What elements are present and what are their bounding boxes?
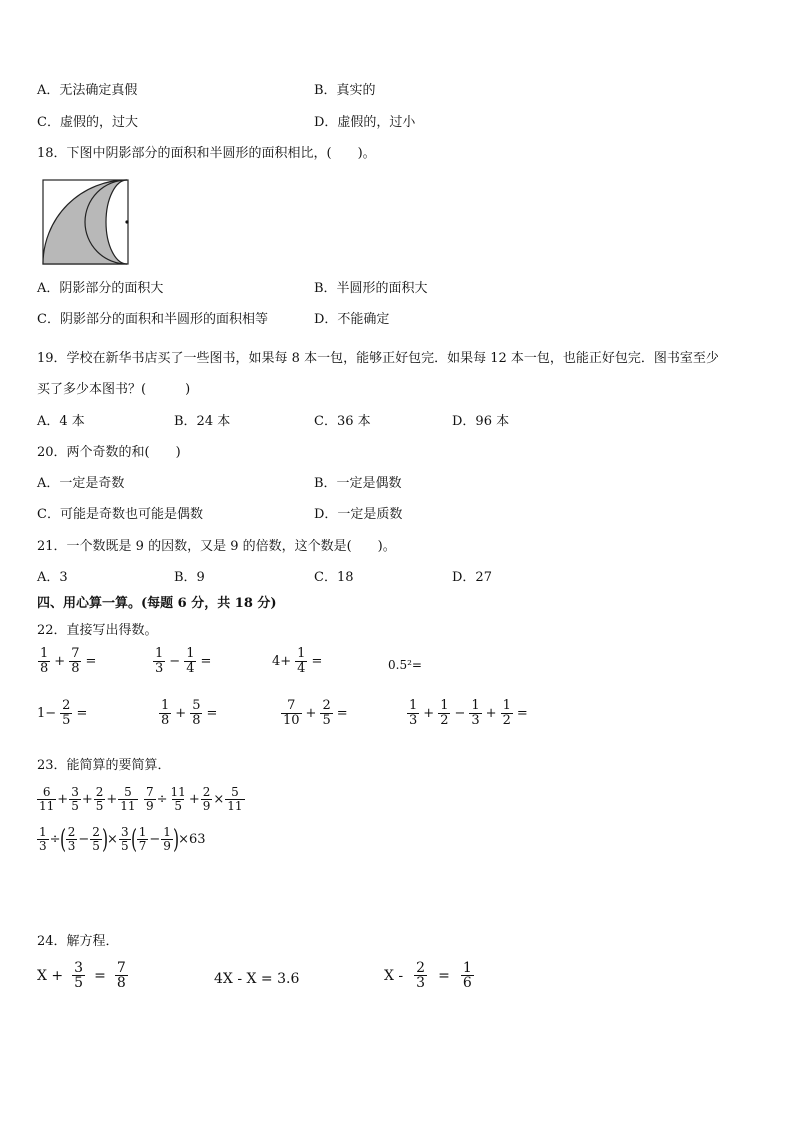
q19-option-b: B．24 本 [174,414,231,429]
q19-option-d: D．96 本 [452,414,510,429]
q18-stem: 18．下图中阴影部分的面积和半圆形的面积相比，( )。 [37,146,376,161]
q17-option-b: B．真实的 [314,83,376,98]
q21-stem: 21．一个数既是 9 的因数，又是 9 的倍数，这个数是( )。 [37,539,396,554]
q22-stem: 22．直接写出得数。 [37,623,158,638]
q19-stem-line1: 19．学校在新华书店买了一些图书，如果每 8 本一包，能够正好包完．如果每 12 本一包，也能正好包完．图书室至少 [37,351,719,366]
q19-option-a: A．4 本 [37,414,85,429]
q17-option-d: D．虚假的，过小 [314,115,416,130]
q17-option-c: C．虚假的，过大 [37,115,138,130]
q23-expression-1: $\frac{6}{11}$ + $\frac{3}{5}$ + $\frac{2}{5}$ + $\frac{5}{11}$ [39,785,136,813]
shaded-area-figure [42,179,130,267]
section-4-title: 四、用心算一算。(每题 6 分，共 18 分) [37,596,277,611]
q22-expression-3: 4+ $\frac{1}{4}$ = [272,646,323,676]
q24-equation-2: 4X - X = 3.6 [214,971,300,987]
q22-expression-7: $\frac{7}{10}$ + $\frac{2}{5}$ = [283,698,348,728]
q22-expression-5: 1− $\frac{2}{5}$ = [37,698,88,728]
q20-stem: 20．两个奇数的和( ) [37,445,181,460]
q20-option-d: D．一定是质数 [314,507,403,522]
q17-option-a: A．无法确定真假 [37,83,138,98]
q20-option-a: A．一定是奇数 [37,476,125,491]
q22-expression-6: $\frac{1}{8}$ + $\frac{5}{8}$ = [161,698,218,728]
q18-option-c: C．阴影部分的面积和半圆形的面积相等 [37,312,268,327]
q22-expression-2: $\frac{1}{3}$ − $\frac{1}{4}$ = [155,646,212,676]
q21-option-c: C．18 [314,570,354,585]
q21-option-d: D．27 [452,570,492,585]
q22-expression-8: $\frac{1}{3}$ + $\frac{1}{2}$ − $\frac{1}{3}$ + $\frac{1}{2}$ = [409,698,528,728]
q23-expression-2: $\frac{7}{9}$ ÷ $\frac{11}{5}$ + $\frac{2}{9}$ × $\frac{5}{11}$ [146,785,243,813]
q18-option-b: B．半圆形的面积大 [314,281,428,296]
q23-stem: 23．能简算的要简算． [37,758,171,773]
q21-option-a: A．3 [37,570,68,585]
q19-stem-line2: 买了多少本图书？( ) [37,382,191,397]
q19-option-c: C．36 本 [314,414,371,429]
q22-expression-4: 0.5²= [388,658,422,672]
q24-stem: 24．解方程． [37,934,119,949]
q21-option-b: B．9 [174,570,205,585]
q24-equation-1: X + $\frac{3}{5}$ = $\frac{7}{8}$ [37,960,126,991]
q23-expression-3: $\frac{1}{3}$ ÷ ( $\frac{2}{3}$ − $\frac{2}{5}$ ) × $\frac{3}{5}$ ( $\frac{1}{7}$ − $\frac{1}{9}$ ) ×63 [39,824,206,855]
q20-option-c: C．可能是奇数也可能是偶数 [37,507,203,522]
q24-equation-3: X - $\frac{2}{3}$ = $\frac{1}{6}$ [384,960,472,991]
q22-expression-1: $\frac{1}{8}$ + $\frac{7}{8}$ = [40,646,97,676]
q20-option-b: B．一定是偶数 [314,476,402,491]
q18-option-d: D．不能确定 [314,312,390,327]
q18-option-a: A．阴影部分的面积大 [37,281,164,296]
